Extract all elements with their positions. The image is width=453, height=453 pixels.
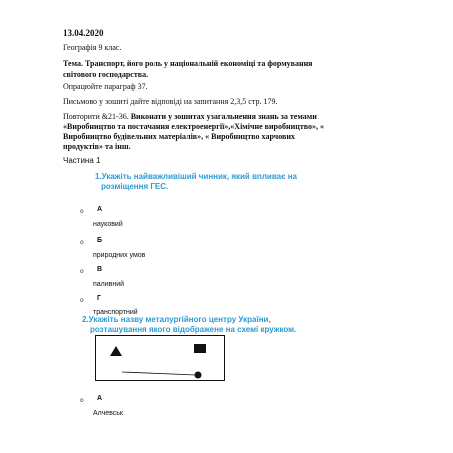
option-letter-v: В [97,266,103,273]
instruction-paragraph: Опрацюйте параграф 37. [63,82,148,91]
question-1-line-1: 1.Укажіть найважливіший чинник, який впливає на [95,172,298,181]
option-letter-g: Г [97,295,101,302]
option-letter-q2-a: А [97,395,103,402]
option-text-g: транспортний [93,309,138,316]
question-2-line-2: розташування якого відображене на схемі кружком. [90,325,297,334]
question-2 [82,315,296,335]
radio-bullet-b[interactable]: o [80,239,84,246]
repeat-prefix: Повторити &21-36. [63,112,131,121]
topic-line-1: Тема. Транспорт, його роль у національній економіці та формування [63,59,313,68]
option-text-b: природних умов [93,252,146,259]
instruction-written: Письмово у зошиті дайте відповіді на запитання 2,3,5 стр. 179. [63,97,278,106]
question-2-line-1: 2.Укажіть назву металургійного центру України, [82,315,271,324]
radio-bullet-v[interactable]: o [80,268,84,275]
repeat-bold-4: продуктів» та інш. [63,142,131,151]
grade-label: Географія 9 клас. [63,43,122,52]
question-1-line-2: розміщення ГЕС. [101,182,169,191]
option-text-a: науковий [93,221,123,228]
option-letter-b: Б [97,237,103,244]
question-1 [95,172,297,192]
option-letter-a: А [97,206,103,213]
topic-line-2: світового господарства. [63,70,149,79]
repeat-bold-2: «Виробництво та постачання електроенергії»,«Хімічне виробництво», « [63,122,325,131]
schema-diagram [95,335,225,381]
circle-symbol [195,372,202,379]
lesson-topic [63,58,393,80]
triangle-symbol [110,346,122,356]
square-symbol [194,344,206,353]
part-title: Частина 1 [63,156,101,165]
radio-bullet-g[interactable]: o [80,297,84,304]
arrow-line [122,372,196,375]
schema-svg [96,336,224,380]
repeat-bold-1: Виконати у зошитах узагальнення знань за темами [130,112,317,121]
radio-bullet-a[interactable]: o [80,208,84,215]
lesson-date: 13.04.2020 [63,28,104,38]
repeat-bold-3: Виробництво будівельних матеріалів», « Виробництво харчових [63,132,295,141]
option-text-q2-a: Алчевськ [93,410,123,417]
radio-bullet-q2-a[interactable]: o [80,397,84,404]
option-text-v: паливний [93,281,125,288]
instruction-repeat [63,112,413,152]
